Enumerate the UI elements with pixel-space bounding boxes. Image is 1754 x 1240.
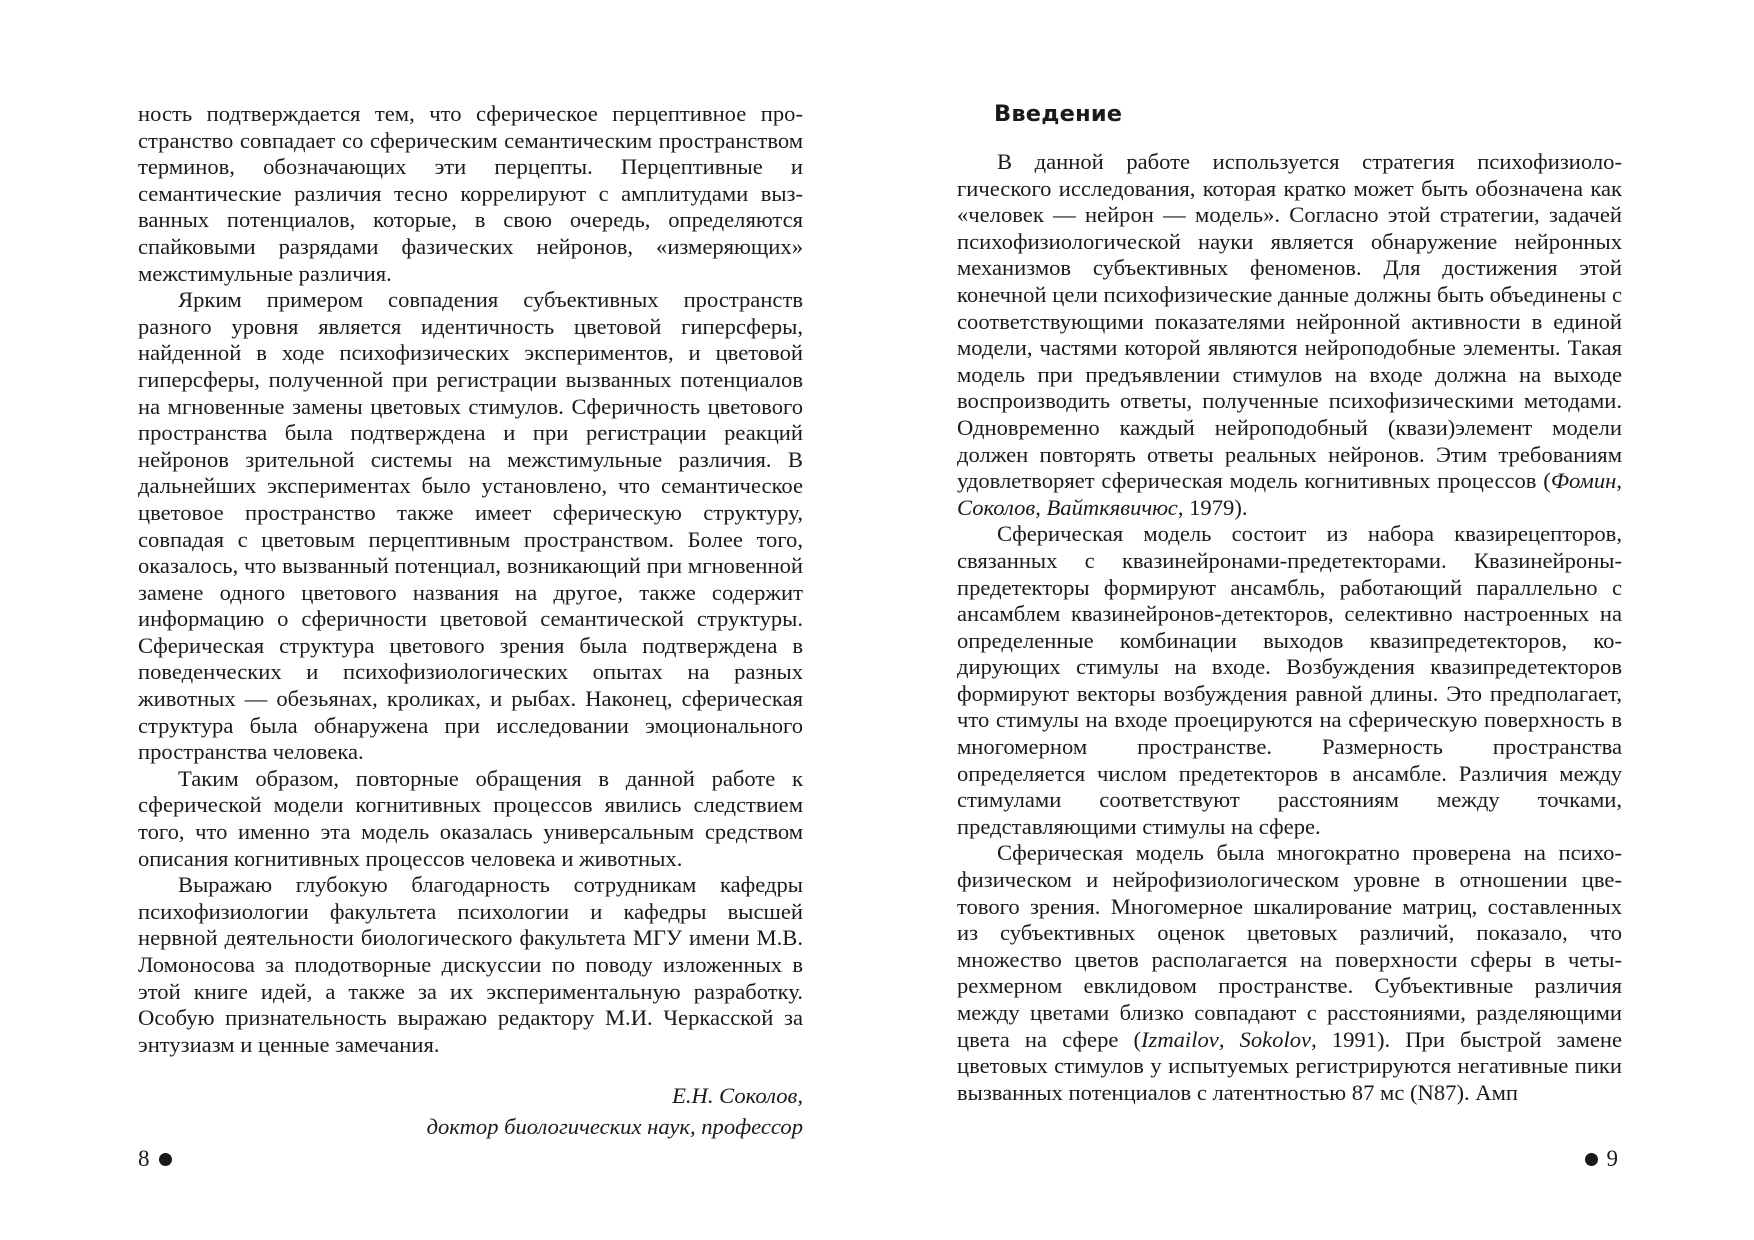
signature-title: доктор биологических наук, профессор — [426, 1114, 803, 1140]
page-number-right — [1585, 1146, 1619, 1172]
page-number: 8 — [138, 1146, 150, 1171]
paragraph: Сферическая модель была многократно проверена на психофизическом и нейрофизиологическом уровне в отношении цветового зрения. Многомерное шкалирование матриц, составленных из субъективных оценок цветовых различий, показало, что множество цветов располагается на поверхности сферы в четырехмерном евклидовом пространстве. Субъективные различия между цветами близко совпадают с расстояниями, разделяющими цвета на сфере (Izmailov, Sokolov, 1991). При быстрой замене цветовых стимулов у испытуемых регистрируются негативные пики вызванных потенциалов с латентностью 87 мс (N87). Амп — [957, 840, 1623, 1105]
citation-author: Sokolov — [1239, 1026, 1312, 1052]
citation-author: Фомин — [1550, 468, 1617, 494]
paragraph: Ярким примером совпадения субъективных пространств разного уровня является идентичность цветовой гиперсферы, найденной в ходе психофизических экспериментов, и цветовой гиперсферы, полученной при регистрации вызванных потенциалов на мгновенные замены цветовых стимулов. Сферичность цветового пространства была подтверждена и при регистрации реакций нейронов зрительной системы на межстимульные различия. В дальнейших экспериментах было установлено, что семантическое цветовое пространство также имеет сферическую структуру, совпадая с цветовым перцептивным пространством. Более того, оказалось, что вызванный потенциал, возникающий при мгновенной замене одного цветового названия на другое, также содержит информацию о сферичности цветовой семантической структуры. Сферическая структура цветового зрения была подтверждена в поведенческих и психофизиологических опытах на разных животных — обезьянах, кроликах, и рыбах. Наконец, сферическая структура была обнаружена при исследовании эмоционального пространства человека. — [138, 287, 803, 765]
paragraph: В данной работе используется стратегия психофизиологического исследования, которая кратко может быть обозначена как «человек — нейрон — модель». Согласно этой стратегии, задачей психофизиологической науки является обнаружение нейронных механизмов субъективных феноменов. Для достижения этой конечной цели психофизические данные должны быть объединены с соответствующими показателями нейронной активности в единой модели, частями которой являются нейроподобные элементы. Такая модель при предъявлении стимулов на входе должна на выходе воспроизводить ответы, полученные психофизическими методами. Одновременно каждый нейроподобный (квази)элемент модели должен повторять ответы реальных нейронов. Этим требованиям удовлетворяет сферическая модель когнитивных процессов (Фомин, Соколов, Вайткявичюс, 1979). — [957, 149, 1622, 520]
paragraph: Выражаю глубокую благодарность сотрудникам кафедры психофизиологии факультета психологии и кафедры высшей нервной деятельности биологического факультета МГУ имени М.В. Ломоносова за плодотворные дискуссии по поводу изложенных в этой книге идей, а также за их экспериментальную разработку. Особую признательность выражаю редактору М.И. Черкасской за энтузиазм и ценные замечания. — [138, 872, 803, 1057]
paragraph: Сферическая модель состоит из набора квазирецепторов, связанных с квазинейронами-предетекторами. Квазинейроны-предетекторы формируют ансамбль, работающий параллельно с ансамблем квазинейронов-детекторов, селективно настроенных на определенные комбинации выходов квазипредетекторов, кодирующих стимулы на входе. Возбуждения квазипредетекторов формируют векторы возбуждения равной длины. Это предполагает, что стимулы на входе проецируются на сферическую поверхность в многомерном пространстве. Размерность пространства определяется числом предетекторов в ансамбле. Различия между стимулами соответствуют расстояниям между точками, представляющими стимулы на сфере. — [957, 521, 1622, 839]
paragraph: Таким образом, повторные обращения в данной работе к сферической модели когнитивных процессов явились следствием того, что именно эта модель оказалась универсальным средством описания когнитивных процессов человека и животных. — [138, 765, 803, 871]
signature-name: Е.Н. Соколов, — [672, 1083, 803, 1109]
paragraph-text: В данной работе используется стратегия психофизиологического исследования, которая кратко может быть обозначена как «человек — нейрон — модель». Согласно этой стратегии, задачей психофизиологической науки является обнаружение нейронных механизмов субъективных феноменов. Для достижения этой конечной цели психофизические данные должны быть объединены с соответствующими показателями нейронной активности в единой модели, частями которой являются нейроподобные элементы. Такая модель при предъявлении стимулов на входе должна на выходе воспроизводить ответы, полученные психофизическими методами. Одновременно каждый нейроподобный (квази)элемент модели должен повторять ответы реальных нейронов. Этим требованиям удовлетворяет сферическая модель когнитивных процессов ( — [957, 149, 1622, 494]
paragraph-text: Сферическая модель была многократно проверена на психофизическом и нейрофизиологическом уровне в отношении цветового зрения. Многомерное шкалирование матриц, составленных из субъективных оценок цветовых различий, показало, что множество цветов располагается на поверхности сферы в четырехмерном евклидовом пространстве. Субъективные различия между цветами близко совпадают с расстояниями, разделяющими цвета на сфере ( — [957, 840, 1622, 1052]
citation-author: Соколов — [957, 494, 1036, 520]
page-number: 9 — [1606, 1146, 1618, 1171]
citation-year: , 1979). — [1177, 494, 1248, 520]
author-signature — [138, 1080, 803, 1142]
paragraph-text: , 1991). При быстрой замене цветовых стимулов у испытуемых регистрируются негативные пики вызванных потенциалов с латентностью 87 мс (N87). Амп — [957, 1026, 1623, 1105]
citation-author: Izmailov — [1141, 1026, 1219, 1052]
right-page-text — [957, 101, 1622, 1106]
bullet-icon — [159, 1153, 172, 1166]
right-page — [877, 0, 1754, 1240]
section-heading: Введение — [994, 101, 1123, 127]
page-number-left — [138, 1146, 172, 1172]
paragraph: ность подтверждается тем, что сферическое перцептивное пространство совпадает со сферическим семантическим пространством терминов, обозначающих эти перцепты. Перцептивные и семантические различия тесно коррелируют с амплитудами вызванных потенциалов, которые, в свою очередь, определяются спайковыми разрядами фазических нейронов, «измеряющих» межстимульные различия. — [138, 101, 803, 286]
bullet-icon — [1585, 1153, 1598, 1166]
left-page-text — [138, 101, 803, 1142]
citation-author: Вайткявичюс — [1046, 494, 1178, 520]
